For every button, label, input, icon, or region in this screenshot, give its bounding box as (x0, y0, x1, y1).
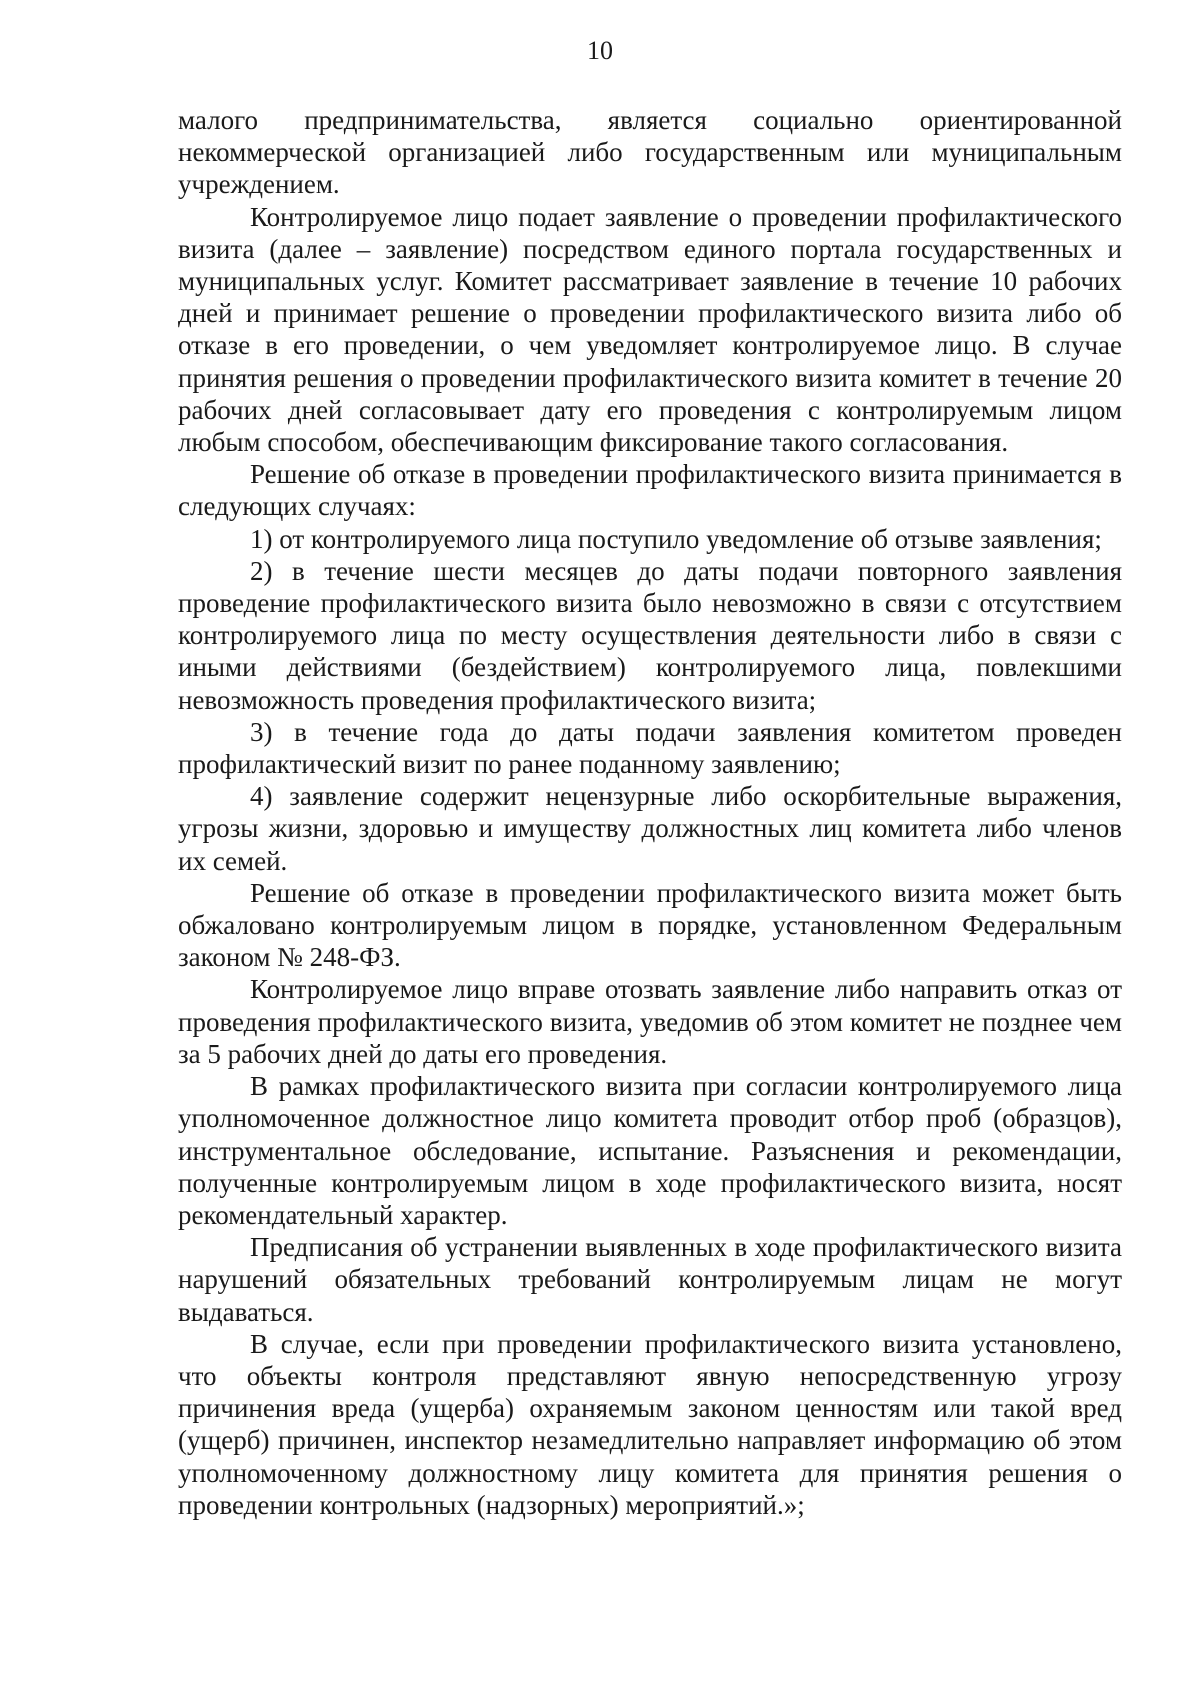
paragraph-refusal-cases: Решение об отказе в проведении профилактического визита принимается в следующих случаях: (178, 459, 1122, 522)
page-number: 10 (587, 36, 613, 65)
paragraph-sampling: В рамках профилактического визита при согласии контролируемого лица уполномоченное должностное лицо комитета проводит отбор проб (образцов), инструментальное обследование, испытание. Разъяснения и рекомендации, полученные контролируемым лицом в ходе профилактического визита, носят рекомендательный характер. (178, 1071, 1122, 1230)
paragraph-threat: В случае, если при проведении профилактического визита установлено, что объекты контроля представляют явную непосредственную угрозу причинения вреда (ущерба) охраняемым законом ценностям или такой вред (ущерб) причинен, инспектор незамедлительно направляет информацию об этом уполномоченному должностному лицу комитета для принятия решения о проведении контрольных (надзорных) мероприятий.»; (178, 1328, 1122, 1520)
document-body (178, 104, 1122, 1521)
paragraph-appeal: Решение об отказе в проведении профилактического визита может быть обжаловано контролируемым лицом в порядке, установленном Федеральным законом № 248-ФЗ. (178, 877, 1122, 973)
paragraph-continuation: малого предпринимательства, является социально ориентированной некоммерческой организацией либо государственным или муниципальным учреждением. (178, 105, 1122, 200)
paragraph-application: Контролируемое лицо подает заявление о проведении профилактического визита (далее – заявление) посредством единого портала государственных и муниципальных услуг. Комитет рассматривает заявление в течение 10 рабочих дней и принимает решение о проведении профилактического визита либо об отказе в его проведении, о чем уведомляет контролируемое лицо. В случае принятия решения о проведении профилактического визита комитет в течение 20 рабочих дней согласовывает дату его проведения с контролируемым лицом любым способом, обеспечивающим фиксирование такого согласования. (178, 201, 1122, 458)
list-item-3: 3) в течение года до даты подачи заявления комитетом проведен профилактический визит по ранее поданному заявлению; (178, 716, 1122, 780)
list-item-4: 4) заявление содержит нецензурные либо оскорбительные выражения, угрозы жизни, здоровью и имуществу должностных лиц комитета либо членов их семей. (178, 781, 1122, 876)
paragraph-prescriptions: Предписания об устранении выявленных в ходе профилактического визита нарушений обязательных требований контролируемым лицам не могут выдаваться. (178, 1232, 1122, 1327)
paragraph-withdrawal: Контролируемое лицо вправе отозвать заявление либо направить отказ от проведения профилактического визита, уведомив об этом комитет не позднее чем за 5 рабочих дней до даты его проведения. (178, 974, 1122, 1069)
list-item-1: 1) от контролируемого лица поступило уведомление об отзыве заявления; (250, 523, 1102, 554)
list-item-2: 2) в течение шести месяцев до даты подачи повторного заявления проведение профилактического визита было невозможно в связи с отсутствием контролируемого лица по месту осуществления деятельности либо в связи с иными действиями (бездействием) контролируемого лица, повлекшими невозможность проведения профилактического визита; (178, 555, 1122, 715)
